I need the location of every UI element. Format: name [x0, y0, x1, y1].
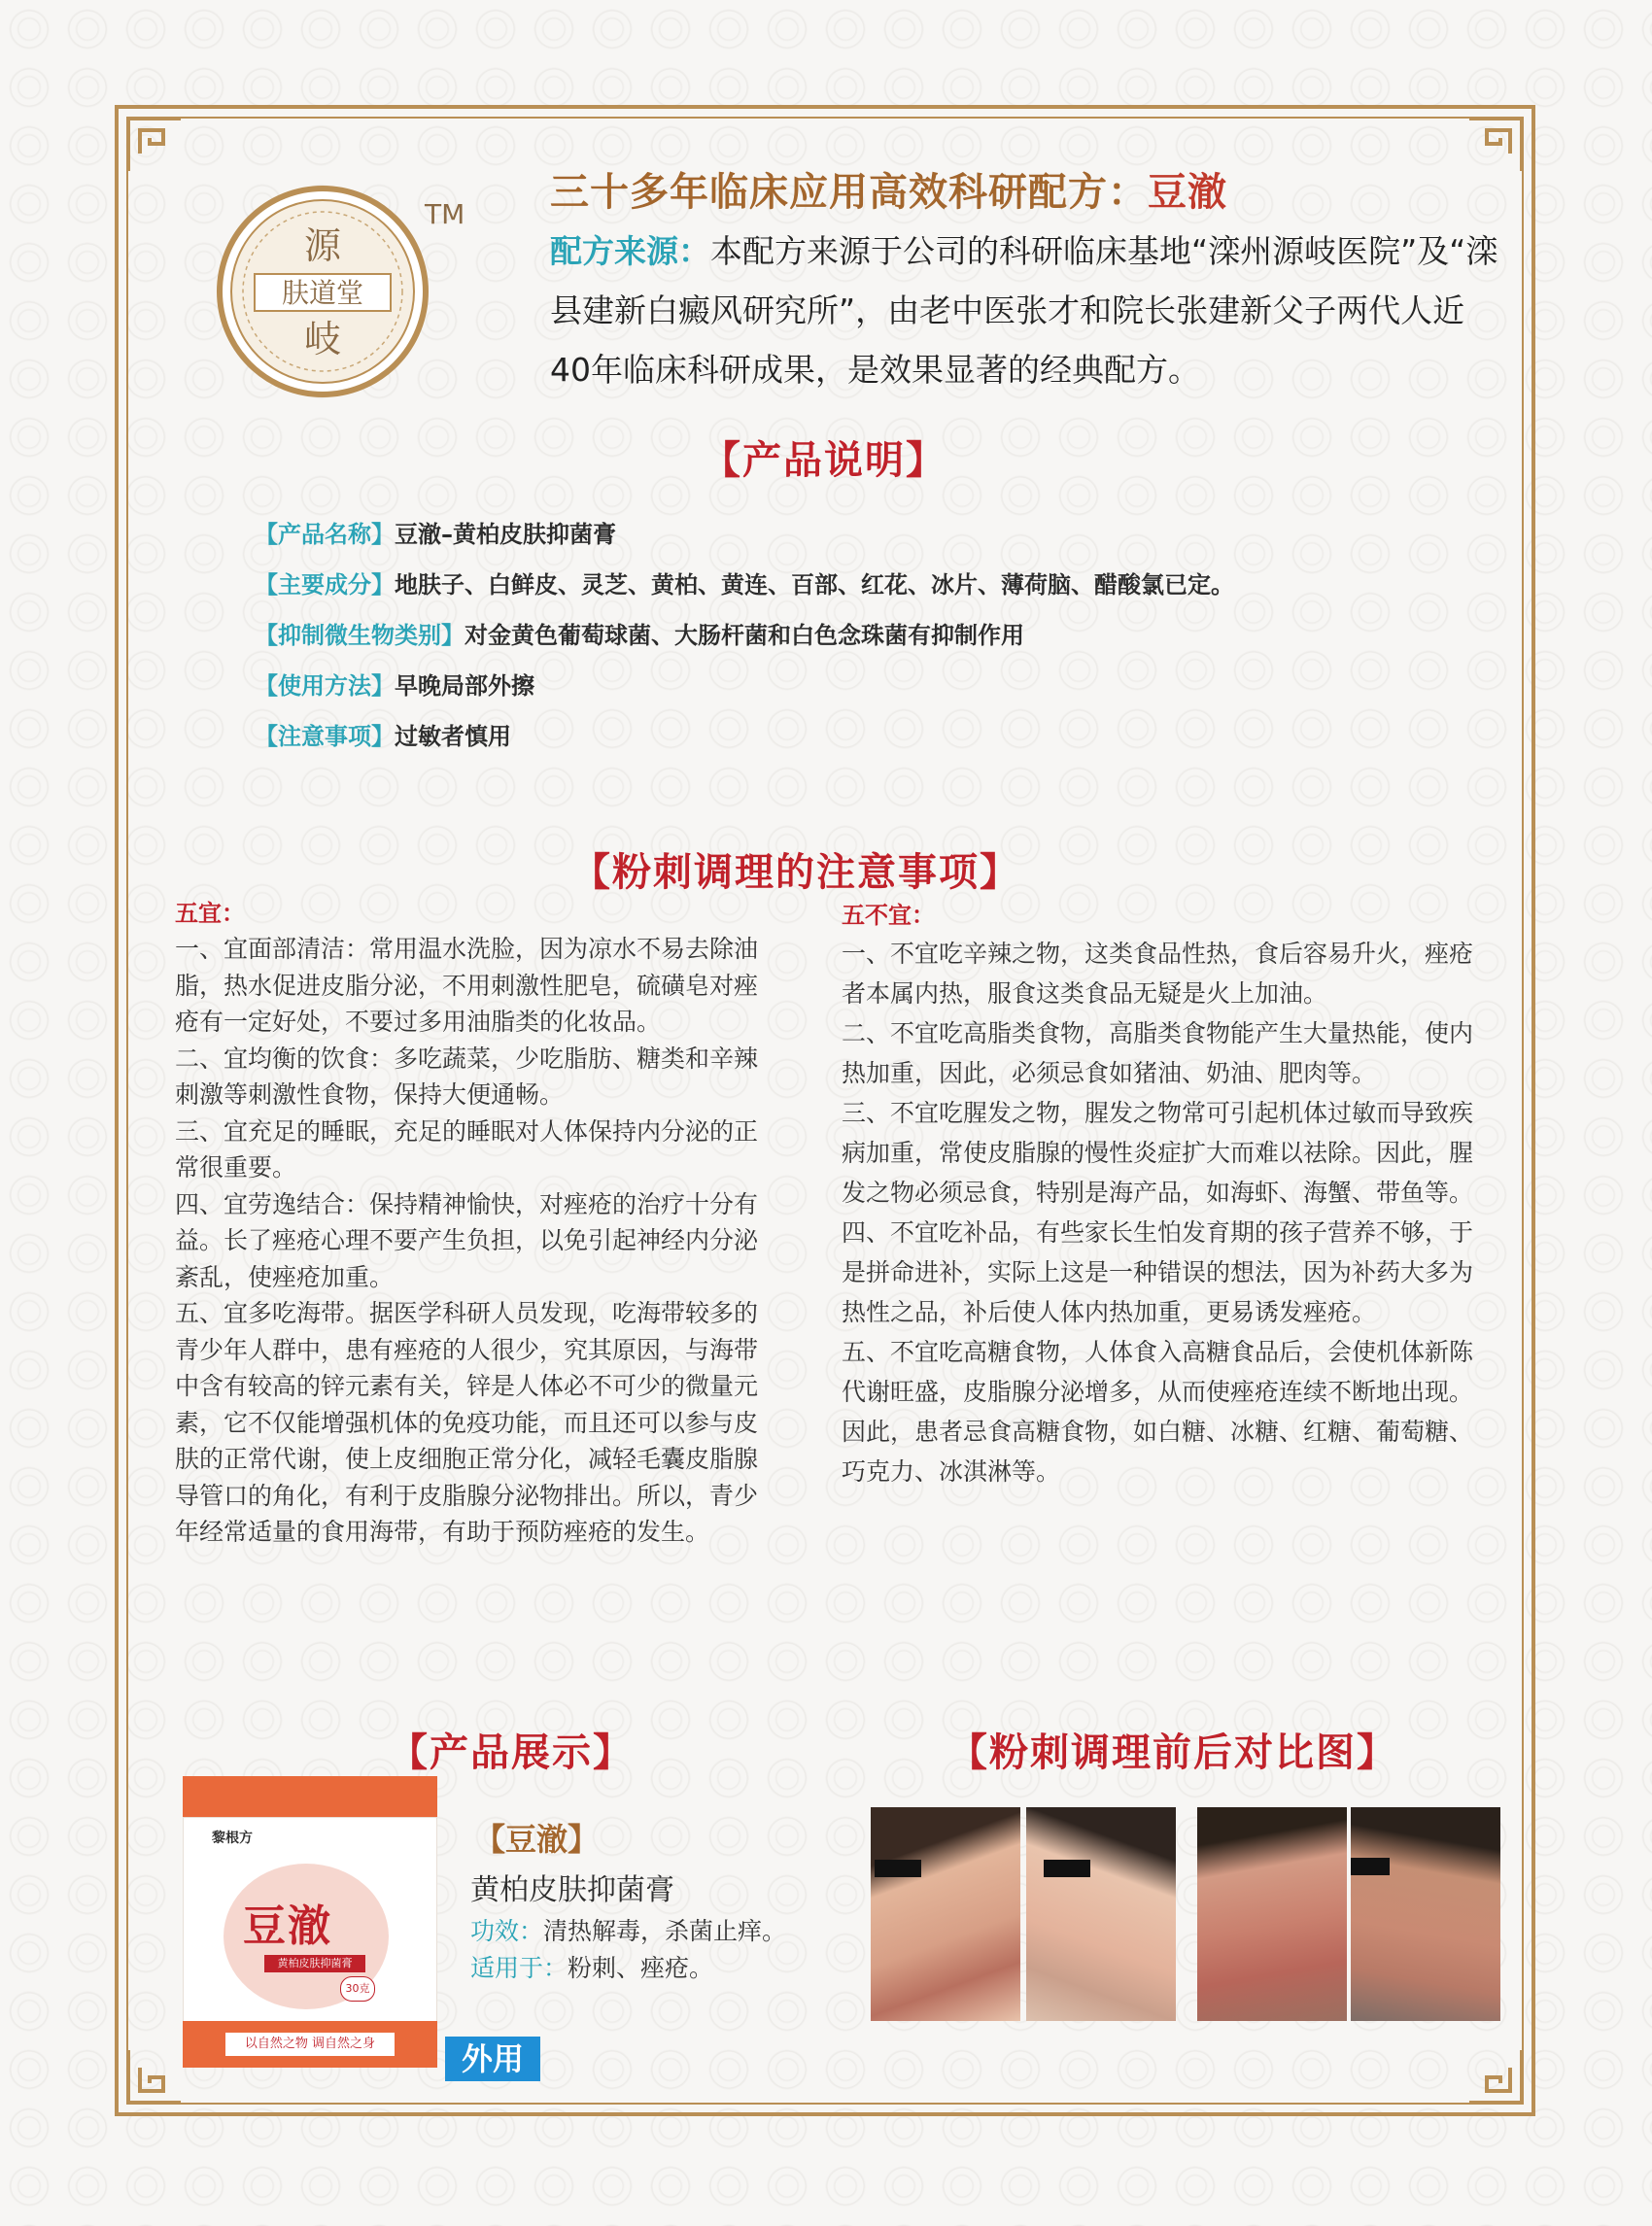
box-slogan: 以自然之物 调自然之身 — [225, 2033, 395, 2056]
spec-row — [255, 515, 1479, 565]
trademark-mark: TM — [425, 198, 465, 230]
product-title: 【豆澈】 — [474, 1821, 600, 1858]
product-effect — [470, 1912, 786, 1947]
frame-corner-bottom-right — [1467, 2048, 1535, 2116]
headline — [550, 161, 1227, 217]
brand-seal-logo — [216, 185, 430, 398]
list-item: 二、宜均衡的饮食：多吃蔬菜，少吃脂肪、糖类和辛辣刺激等刺激性食物，保持大便通畅。 — [175, 1044, 759, 1109]
spec-row — [255, 717, 1479, 768]
product-box-image — [183, 1776, 437, 2068]
frame-corner-bottom-left — [115, 2048, 183, 2116]
spec-row — [255, 565, 1479, 616]
five-dont-list — [842, 934, 1483, 1491]
after-photo-1 — [1026, 1807, 1176, 2021]
spec-key: 【抑制微生物类别】 — [255, 622, 465, 649]
formula-source — [550, 222, 1502, 399]
list-item: 五、宜多吃海带。据医学科研人员发现，吃海带较多的青少年人群中，患有痤疮的人很少，究其原因，与海带中含有较高的锌元素有关，锌是人体必不可少的微量元素，它不仅能增强机体的免疫功能，而且还可以参与皮肤的正常代谢，使上皮细胞正常分化，减轻毛囊皮脂腺导管口的角化，有利于皮脂腺分泌物排出。所以，青少年经常适量的食用海带，有助于预防痤疮的发生。 — [175, 1299, 759, 1546]
frame-corner-top-right — [1467, 105, 1535, 173]
external-use-badge: 外用 — [445, 2037, 540, 2081]
list-item: 三、不宜吃腥发之物，腥发之物常可引起机体过敏而导致疾病加重，常使皮脂腺的慢性炎症扩大而难以祛除。因此，腥发之物必须忌食，特别是海产品，如海虾、海蟹、带鱼等。 — [842, 1099, 1474, 1207]
care-section-title: 【粉刺调理的注意事项】 — [571, 850, 1020, 895]
five-do-heading: 五宜： — [175, 900, 245, 927]
list-item: 一、宜面部清洁：常用温水洗脸，因为凉水不易去除油脂，热水促进皮脂分泌，不用刺激性肥皂，硫磺皂对痤疮有一定好处，不要过多用油脂类的化妆品。 — [175, 935, 759, 1036]
spec-value: 地肤子、白鲜皮、灵芝、黄柏、黄连、百部、红花、冰片、薄荷脑、醋酸氯已定。 — [395, 571, 1234, 599]
product-name: 黄柏皮肤抑菌膏 — [470, 1873, 674, 1907]
logo-char-top: 源 — [303, 224, 342, 267]
spec-value: 对金黄色葡萄球菌、大肠杆菌和白色念珠菌有抑制作用 — [465, 622, 1024, 649]
box-brand: 黎根方 — [189, 1823, 276, 1854]
list-item: 二、不宜吃高脂类食物，高脂类食物能产生大量热能，使内热加重，因此，必须忌食如猪油、奶油、肥肉等。 — [842, 1019, 1474, 1087]
usage-label: 适用于： — [470, 1954, 568, 1982]
list-item: 三、宜充足的睡眠，充足的睡眠对人体保持内分泌的正常很重要。 — [175, 1116, 759, 1181]
spec-key: 【产品名称】 — [255, 521, 395, 548]
box-weight: 30克 — [340, 1976, 375, 2002]
spec-section-title: 【产品说明】 — [702, 438, 946, 483]
list-item: 四、不宜吃补品，有些家长生怕发育期的孩子营养不够，于是拼命进补，实际上这是一种错误的想法，因为补药大多为热性之品，补后使人体内热加重，更易诱发痤疮。 — [842, 1218, 1474, 1326]
after-photo-2 — [1351, 1807, 1500, 2021]
compare-section-title: 【粉刺调理前后对比图】 — [948, 1730, 1397, 1775]
source-label: 配方来源： — [550, 232, 710, 270]
spec-row — [255, 616, 1479, 667]
frame-corner-top-left — [115, 105, 183, 173]
spec-key: 【使用方法】 — [255, 672, 395, 700]
headline-prefix: 三十多年临床应用高效科研配方： — [550, 170, 1148, 215]
spec-key: 【注意事项】 — [255, 723, 395, 750]
product-usage — [470, 1949, 713, 1984]
five-dont-heading: 五不宜： — [842, 902, 935, 929]
list-item: 一、不宜吃辛辣之物，这类食品性热，食后容易升火，痤疮者本属内热，服食这类食品无疑是火上加油。 — [842, 940, 1474, 1008]
before-photo-1 — [871, 1807, 1020, 2021]
spec-key: 【主要成分】 — [255, 571, 395, 599]
source-text: 本配方来源于公司的科研临床基地“滦州源岐医院”及“滦县建新白癜风研究所”，由老中医张才和院长张建新父子两代人近40年临床科研成果，是效果显著的经典配方。 — [550, 232, 1498, 389]
logo-char-bottom: 岐 — [303, 318, 342, 360]
effect-value: 清热解毒，杀菌止痒。 — [543, 1917, 787, 1945]
five-do-list — [175, 931, 775, 1551]
display-section-title: 【产品展示】 — [389, 1730, 634, 1775]
spec-value: 过敏者慎用 — [395, 723, 511, 750]
usage-value: 粉刺、痤疮。 — [568, 1954, 714, 1982]
box-product-name: 豆澈 — [243, 1901, 332, 1951]
box-subtitle: 黄柏皮肤抑菌膏 — [264, 1955, 365, 1972]
list-item: 四、宜劳逸结合：保持精神愉快，对痤疮的治疗十分有益。长了痤疮心理不要产生负担，以免引起神经内分泌紊乱，使痤疮加重。 — [175, 1189, 759, 1291]
headline-product: 豆澈 — [1148, 170, 1227, 215]
list-item: 五、不宜吃高糖食物，人体食入高糖食品后，会使机体新陈代谢旺盛，皮脂腺分泌增多，从而使痤疮连续不断地出现。因此，患者忌食高糖食物，如白糖、冰糖、红糖、葡萄糖、巧克力、冰淇淋等。 — [842, 1338, 1474, 1486]
logo-char-middle: 肤道堂 — [281, 277, 364, 309]
spec-row — [255, 667, 1479, 717]
spec-list — [255, 515, 1479, 768]
spec-value: 豆澈–黄柏皮肤抑菌膏 — [395, 521, 616, 548]
effect-label: 功效： — [470, 1917, 544, 1945]
before-photo-2 — [1197, 1807, 1347, 2021]
spec-value: 早晚局部外擦 — [395, 672, 534, 700]
